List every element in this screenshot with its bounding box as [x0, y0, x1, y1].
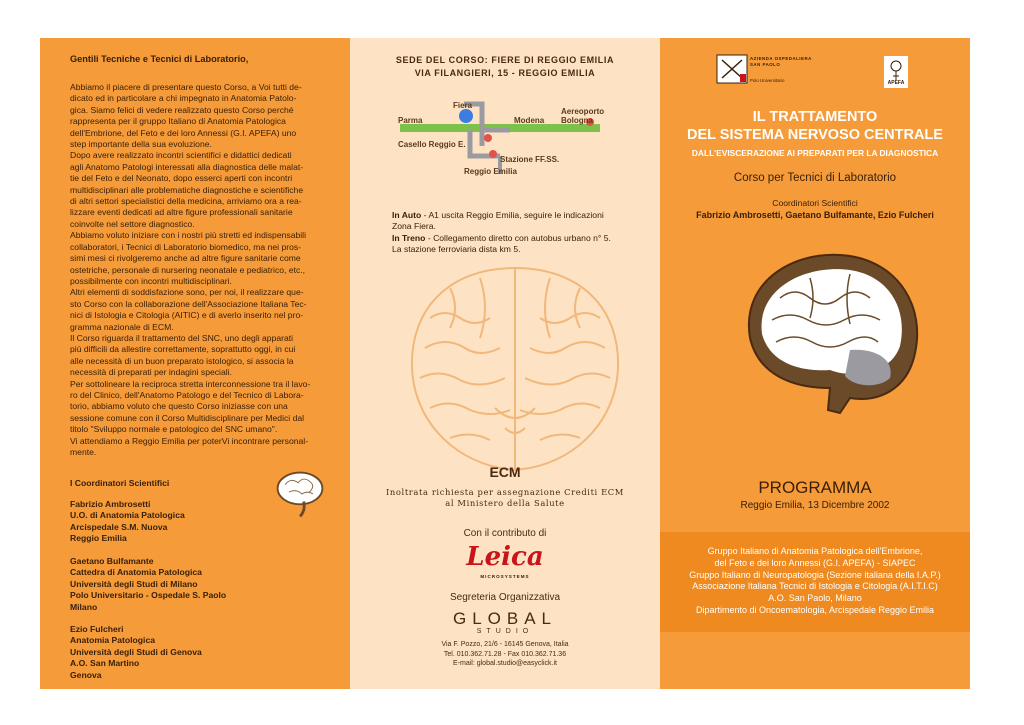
right-panel [660, 38, 970, 689]
map-label-casello: Casello Reggio E. [398, 140, 466, 149]
directions [392, 210, 632, 256]
logo-line: SAN PAOLO [750, 61, 781, 67]
letter-line: simi mesi ci rivolgeremo anche ad altre figure sanitarie come [70, 253, 301, 264]
letter-line: alle necessità di un buon preparato istologico, si associa la [70, 355, 294, 366]
letter-line: rappresenta per il gruppo Italiano di Anatomia Patologica [70, 116, 286, 127]
course-subtitle: DALL'EVISCERAZIONE AI PREPARATI PER LA DIAGNOSTICA [691, 148, 939, 158]
auto-text: - A1 uscita Reggio Emilia, seguire le indicazioni [421, 210, 604, 220]
map-label-aeroporto: Aereoporto [561, 107, 605, 116]
letter-body [70, 82, 328, 458]
event-date: Reggio Emilia, 13 Dicembre 2002 [740, 500, 890, 511]
contribution-label: Con il contributo di [463, 528, 547, 539]
letter-line: Dopo avere realizzato incontri scientifici e didattici dedicati [70, 150, 292, 161]
secretariat-label: Segreteria Organizzativa [449, 592, 561, 603]
organizer-address [350, 640, 660, 669]
left-panel [40, 38, 350, 689]
letter-line: di altri settori specialistici della medicina, arriviamo ora a rea- [70, 196, 302, 207]
ecm-text [350, 487, 660, 509]
sponsor-subtitle: MICROSYSTEMS [480, 574, 530, 579]
treno-label: In Treno [392, 232, 426, 243]
coordinator-line: Gaetano Bulfamante [70, 556, 154, 566]
letter-line: più difficili da allestire correttamente, soprattutto oggi, in cui [70, 344, 296, 355]
venue-header [350, 54, 660, 79]
hospital-logo-icon [716, 54, 748, 84]
map-label-modena: Modena [514, 116, 545, 125]
venue-line: SEDE DEL CORSO: FIERE DI REGGIO EMILIA [395, 55, 615, 65]
coordinators-label: Coordinatori Scientifici [772, 198, 858, 208]
letter-line: sto Corso con la collaborazione dell'Associazione Italiana Tec- [70, 298, 307, 309]
letter-line: gica. Siamo felici di vedere realizzato questo Corso perché [70, 104, 294, 115]
title-line: IL TRATTAMENTO [752, 109, 878, 125]
letter-line: Per sottolineare la reciproca stretta interconnessione tra il lavo- [70, 378, 311, 389]
coordinator-block [70, 624, 202, 681]
greeting: Gentili Tecniche e Tecnici di Laboratorio, [70, 54, 249, 64]
letter-line: agli Anatomo Patologi interessati alla diagnostica delle malat- [70, 161, 304, 172]
coordinator-line: Arcispedale S.M. Nuova [70, 521, 168, 532]
studio-logo: STUDIO [476, 628, 534, 635]
letter-line: multidisciplinari alle problematiche diagnostiche e scientifiche [70, 184, 304, 195]
letter-line: Il Corso riguarda il trattamento del SNC, uno degli apparati [70, 332, 294, 343]
brain-illustration [390, 258, 640, 488]
apefa-logo-text: APEFA [887, 80, 905, 86]
brain-section-illustration [730, 238, 930, 418]
auto-text-2: Zona Fiera. [392, 221, 436, 232]
course-title [660, 108, 970, 144]
letter-line: Abbiamo voluto iniziare con i nostri più stretti ed indispensabili [70, 230, 306, 241]
coordinator-line: Università degli Studi di Genova [70, 646, 202, 657]
organizer-line: Gruppo Italiano di Neuropatologia (Sezione italiana della I.A.P.) [689, 569, 941, 580]
coordinator-line: Università degli Studi di Milano [70, 578, 198, 589]
small-brain-icon [272, 466, 328, 522]
letter-line: nici di Istologia e Citologia (AITIC) e di averlo inserito nel pro- [70, 310, 304, 321]
letter-line: titolo "Sviluppo normale e patologico del SNC umano". [70, 424, 278, 435]
letter-line: ro del Clinico, dell'Anatomo Patologo e del Tecnico di Labora- [70, 389, 304, 400]
organizers-list [660, 546, 970, 617]
stazione-marker [489, 150, 497, 158]
ecm-line: al Ministero della Salute [445, 498, 565, 508]
coordinator-line: Ezio Fulcheri [70, 624, 124, 634]
global-logo: GLOBAL [452, 609, 558, 628]
letter-line: ostetriche, personale di nursering neonatale e pediatrico, etc., [70, 264, 306, 275]
ecm-line: Inoltrata richiesta per assegnazione Crediti ECM [386, 487, 624, 497]
letter-line: step importante della sua evoluzione. [70, 139, 212, 150]
map-label-parma: Parma [398, 116, 423, 125]
organizer-line: A.O. San Paolo, Milano [768, 593, 862, 604]
organizer-line: Gruppo Italiano di Anatomia Patologica dell'Embrione, [707, 546, 923, 556]
address-line: Tel. 010.362.71.28 - Fax 010.362.71.36 [443, 650, 567, 658]
coordinators-title: I Coordinatori Scientifici [70, 478, 170, 488]
letter-line: gramma nazionale di ECM. [70, 321, 174, 332]
letter-line: Vi attendiamo a Reggio Emilia per poterVi incontrare personal- [70, 435, 309, 446]
map-label-bologna: Bologna [561, 116, 593, 125]
logo-line: AZIENDA OSPEDALIERA [750, 56, 812, 61]
letter-line: tie del Feto e del Neonato, dopo esserci aperti con incontri [70, 173, 293, 184]
letter-line: torio, abbiamo voluto che questo Corso iniziasse con una [70, 401, 288, 412]
auto-label: In Auto [392, 210, 422, 220]
title-line: DEL SISTEMA NERVOSO CENTRALE [687, 127, 943, 143]
hospital-logo-subtitle: Polo Universitario [750, 78, 785, 83]
coordinator-line: Polo Universitario - Ospedale S. Paolo [70, 590, 227, 601]
letter-line: necessità di preparati per indagini speciali. [70, 367, 232, 378]
address-line: E-mail: global.studio@easyclick.it [453, 660, 557, 667]
letter-line: collaboratori, i Tecnici di Laboratorio biomedico, ma nei pros- [70, 241, 302, 252]
casello-marker [484, 134, 492, 142]
course-audience: Corso per Tecnici di Laboratorio [733, 172, 897, 184]
organizer-line: Associazione Italiana Tecnici di Istologia e Citologia (A.I.T.I.C) [692, 581, 938, 592]
organizer-line: Dipartimento di Oncoematologia, Arcispedale Reggio Emilia [695, 604, 935, 615]
coordinator-line: Fabrizio Ambrosetti [70, 499, 151, 509]
hospital-logo-text [750, 56, 812, 67]
letter-line: lizzare eventi dedicati ad altre figure professionali sanitarie [70, 207, 293, 218]
map-label-fiera: Fiera [453, 101, 473, 110]
directions-treno [392, 233, 632, 244]
letter-line: Altri elementi di soddisfazione sono, per noi, il realizzare que- [70, 287, 304, 298]
coordinator-line: Milano [70, 601, 98, 612]
map-label-reggio: Reggio Emilia [464, 167, 517, 176]
ecm-title: ECM [489, 464, 521, 480]
programma-heading: PROGRAMMA [758, 478, 872, 497]
coordinator-line: Cattedra di Anatomia Patologica [70, 567, 202, 578]
coordinator-block [70, 556, 226, 613]
letter-line: sessione comune con il Corso Multidisciplinare per Medici dal [70, 412, 305, 423]
coordinator-line: Anatomia Patologica [70, 635, 155, 646]
coordinator-block [70, 499, 185, 545]
organizer-line: del Feto e dei loro Annessi (G.I. APEFA) - SIAPEC [714, 557, 916, 568]
coordinator-line: A.O. San Martino [70, 658, 140, 669]
address-line: Via F. Pozzo, 21/6 - 16145 Genova, Italia [441, 641, 569, 648]
directions-auto [392, 210, 632, 221]
letter-line: coinvolte nel settore diagnostico. [70, 218, 195, 229]
coordinator-line: Reggio Emilia [70, 533, 127, 544]
coordinator-line: U.O. di Anatomia Patologica [70, 510, 185, 521]
letter-line: possibilmente con incontri multidisciplinari. [70, 275, 232, 286]
letter-line: mente. [70, 447, 97, 457]
fiera-marker [459, 109, 473, 123]
map-label-stazione: Stazione FF.SS. [500, 155, 560, 164]
middle-panel [350, 38, 660, 689]
coordinators-names: Fabrizio Ambrosetti, Gaetano Bulfamante, Ezio Fulcheri [696, 210, 934, 220]
venue-line: VIA FILANGIERI, 15 - REGGIO EMILIA [414, 67, 596, 78]
coordinator-line: Genova [70, 669, 102, 680]
letter-line: dicato ed in particolare a chi impegnato in Anatomia Patolo- [70, 93, 297, 104]
letter-line: Abbiamo il piacere di presentare questo Corso, a Voi tutti de- [70, 82, 302, 92]
treno-text-2: La stazione ferroviaria dista km 5. [392, 244, 521, 255]
sponsor-logo: Leica [466, 542, 544, 572]
letter-line: dell'Embrione, del Feto e dei loro Annessi (G.I. APEFA) uno [70, 127, 297, 138]
treno-text: - Collegamento diretto con autobus urbano n° 5. [425, 232, 611, 243]
